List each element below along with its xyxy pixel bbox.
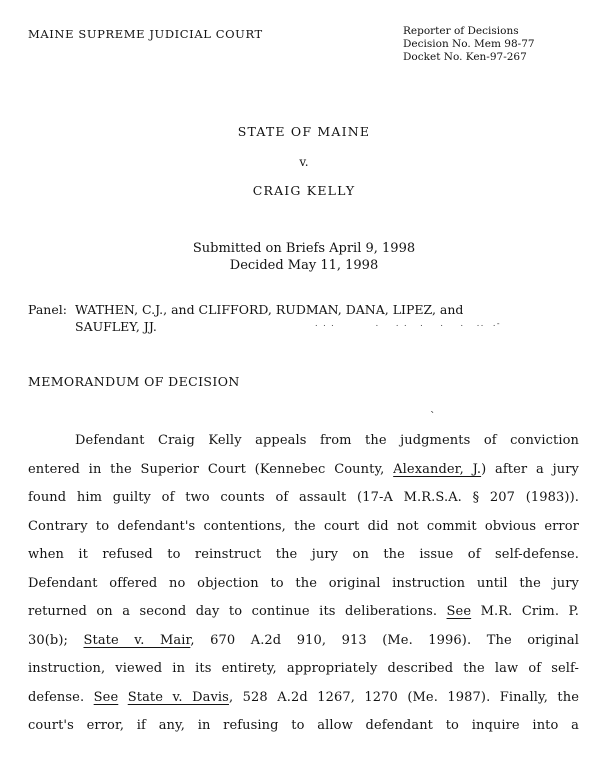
body-segment: found him guilty of two counts of assault (17-A M.R.S.A. § 207 (1983)). — [28, 490, 579, 505]
case-versus: v. — [299, 155, 309, 169]
body-segment: court's error, if any, in refusing to allow defendant to inquire into a — [28, 718, 579, 733]
panel-names-line1: WATHEN, C.J., and CLIFFORD, RUDMAN, DANA, LIPEZ, and — [75, 302, 464, 317]
citation-underlined: See — [93, 689, 119, 705]
panel-names-line2: SAUFLEY, JJ. — [75, 319, 157, 334]
memorandum-heading: MEMORANDUM OF DECISION — [28, 374, 240, 389]
body-line — [28, 484, 579, 513]
body-segment: M.R. Crim. P. — [471, 604, 579, 619]
citation-underlined: Alexander, J. — [393, 461, 482, 477]
body-line — [28, 427, 579, 456]
body-segment: Defendant Craig Kelly appeals from the judgments of conviction — [75, 433, 579, 448]
body-line — [28, 684, 579, 713]
body-segment: instruction, viewed in its entirety, appropriately described the law of self- — [28, 661, 579, 676]
body-segment: entered in the Superior Court (Kennebec County, — [28, 461, 394, 477]
body-segment: , 670 A.2d 910, 913 (Me. 1996). The original — [190, 632, 579, 648]
panel-label: Panel: — [28, 302, 67, 317]
body-line — [28, 570, 579, 599]
citation-underlined: State v. Mair — [83, 632, 191, 648]
dates-block — [0, 240, 608, 274]
body-segment: ) after a jury — [481, 461, 579, 477]
body-line — [28, 712, 579, 741]
panel-block — [28, 301, 463, 335]
reporter-line: Reporter of Decisions — [403, 25, 519, 37]
submitted-date: Submitted on Briefs April 9, 1998 — [192, 241, 416, 256]
body-line — [28, 598, 579, 627]
panel-names — [75, 301, 463, 335]
scan-artifact-tick: ` — [430, 410, 436, 423]
scan-artifact-dots: . . . . . . . . . .. .- — [315, 319, 502, 328]
body-line — [28, 627, 579, 656]
docket-number: Docket No. Ken-97-267 — [403, 51, 527, 63]
body-line — [28, 513, 579, 542]
reporter-block — [403, 25, 535, 64]
citation-underlined: See — [446, 604, 472, 619]
body-text — [28, 427, 579, 741]
citation-underlined: State v. Davis — [127, 689, 229, 705]
body-line — [28, 655, 579, 684]
body-segment: when it refused to reinstruct the jury on the issue of self-defense. — [28, 547, 579, 562]
body-segment: Defendant offered no objection to the original instruction until the jury — [28, 575, 579, 591]
body-line — [28, 541, 579, 570]
decision-number: Decision No. Mem 98-77 — [403, 38, 535, 50]
body-segment — [118, 690, 127, 705]
case-plaintiff: STATE OF MAINE — [237, 124, 371, 139]
body-line — [28, 456, 579, 485]
body-segment: 30(b); — [28, 632, 84, 648]
decided-date: Decided May 11, 1998 — [229, 258, 379, 273]
body-segment: , 528 A.2d 1267, 1270 (Me. 1987). Finally, the — [228, 689, 579, 705]
body-segment: returned on a second day to continue its deliberations. — [28, 604, 447, 619]
body-segment: defense. — [28, 689, 94, 705]
court-name: MAINE SUPREME JUDICIAL COURT — [28, 27, 263, 41]
body-segment: Contrary to defendant's contentions, the court did not commit obvious error — [28, 518, 579, 534]
case-defendant: CRAIG KELLY — [252, 183, 356, 198]
